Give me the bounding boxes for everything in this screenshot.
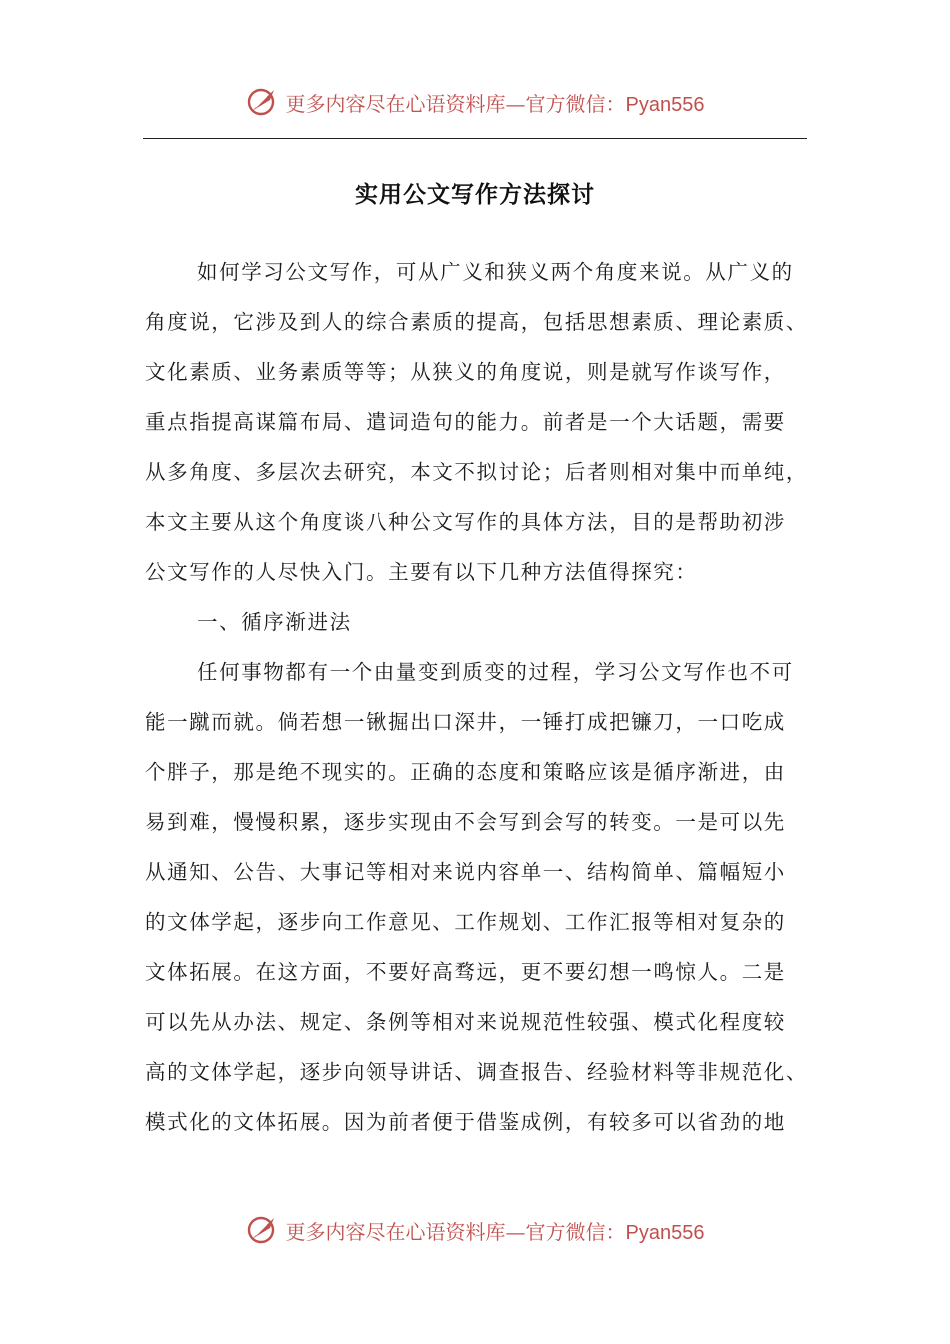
text-line: 能一蹴而就。倘若想一锹掘出口深井，一锤打成把镰刀，一口吃成 (145, 710, 786, 734)
wechat-id: Pyan556 (625, 93, 705, 116)
text-line: 高的文体学起，逐步向领导讲话、调查报告、经验材料等非规范化、 (145, 1060, 808, 1084)
text-line: 公文写作的人尽快入门。主要有以下几种方法值得探究： (145, 560, 698, 584)
quill-logo-icon (246, 1213, 280, 1247)
banner-text: 更多内容尽在心语资料库—官方微信：Pyan556 (285, 1219, 705, 1244)
text-line: 从多角度、多层次去研究，本文不拟讨论；后者则相对集中而单纯， (145, 460, 808, 484)
text-line: 易到难，慢慢积累，逐步实现由不会写到会写的转变。一是可以先 (145, 810, 786, 834)
banner-text: 更多内容尽在心语资料库—官方微信：Pyan556 (285, 91, 705, 116)
text-line: 如何学习公文写作，可从广义和狭义两个角度来说。从广义的 (197, 260, 794, 284)
wechat-id: Pyan556 (625, 1221, 705, 1244)
document-title: 实用公文写作方法探讨 (355, 181, 595, 208)
text-line: 本文主要从这个角度谈八种公文写作的具体方法，目的是帮助初涉 (145, 510, 786, 534)
text-line: 重点指提高谋篇布局、遣词造句的能力。前者是一个大话题，需要 (145, 410, 786, 434)
text-line: 的文体学起，逐步向工作意见、工作规划、工作汇报等相对复杂的 (145, 910, 786, 934)
text-line: 文体拓展。在这方面，不要好高骛远，更不要幻想一鸣惊人。二是 (145, 960, 786, 984)
header-divider (143, 138, 807, 139)
text-line: 角度说，它涉及到人的综合素质的提高，包括思想素质、理论素质、 (145, 310, 808, 334)
header-banner (0, 82, 950, 122)
text-line: 模式化的文体拓展。因为前者便于借鉴成例，有较多可以省劲的地 (145, 1110, 786, 1134)
quill-logo-icon (246, 85, 280, 119)
document-body (145, 252, 809, 1152)
text-line: 个胖子，那是绝不现实的。正确的态度和策略应该是循序渐进，由 (145, 760, 786, 784)
text-line: 从通知、公告、大事记等相对来说内容单一、结构简单、篇幅短小 (145, 860, 786, 884)
text-line: 任何事物都有一个由量变到质变的过程，学习公文写作也不可 (197, 660, 794, 684)
text-line: 文化素质、业务素质等等；从狭义的角度说，则是就写作谈写作， (145, 360, 786, 384)
text-line: 可以先从办法、规定、条例等相对来说规范性较强、模式化程度较 (145, 1010, 786, 1034)
footer-banner (0, 1210, 950, 1250)
text-line: 一、循序渐进法 (197, 610, 352, 634)
